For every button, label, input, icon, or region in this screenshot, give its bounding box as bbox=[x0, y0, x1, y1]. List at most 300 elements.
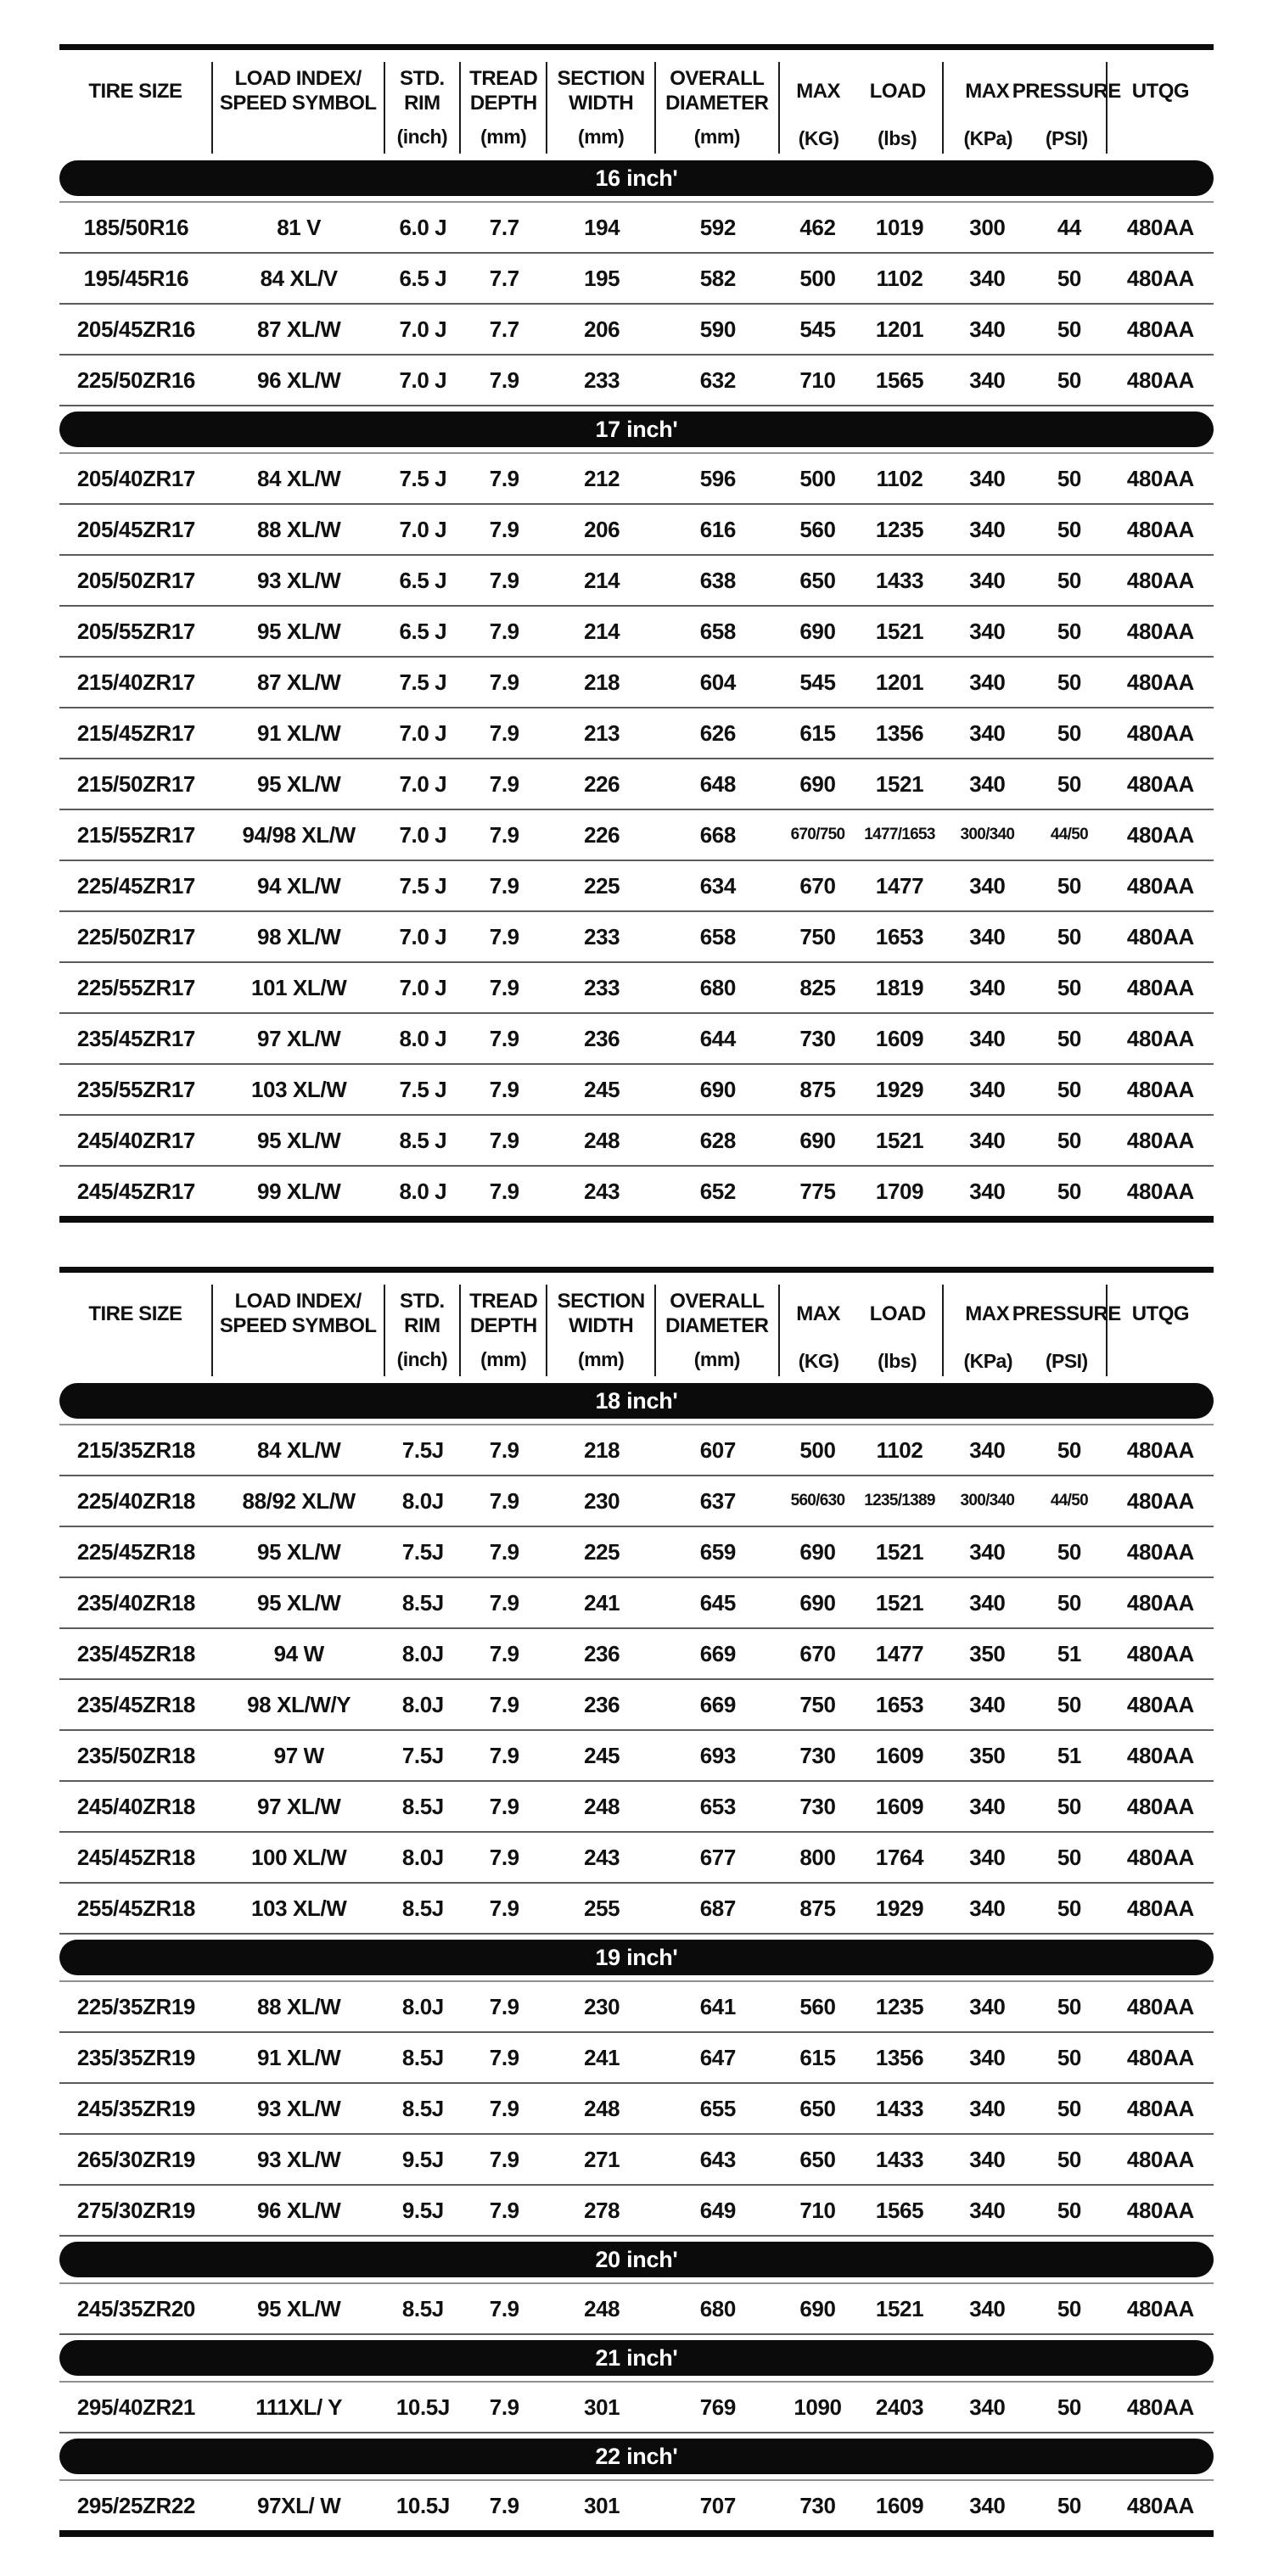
col-unit-std-rim: (inch) bbox=[396, 126, 448, 148]
cell-max-load-kg: 615 bbox=[799, 720, 836, 746]
col-title-load-index-1: LOAD INDEX/ bbox=[234, 1290, 362, 1313]
col-std-rim bbox=[385, 62, 462, 154]
cell-max-load-kg: 800 bbox=[799, 1844, 836, 1870]
cell-tread-depth: 7.9 bbox=[489, 1589, 519, 1616]
cell-section-width: 236 bbox=[584, 1025, 620, 1051]
section-label: 17 inch' bbox=[595, 416, 678, 442]
cell-max-load-kg: 650 bbox=[799, 567, 836, 593]
cell-tire-size: 215/55ZR17 bbox=[76, 821, 195, 848]
rim-size-section-pill bbox=[59, 2242, 1214, 2277]
cell-max-load-lbs: 1477/1653 bbox=[864, 826, 935, 843]
col-unit-max-pressure-psi: (PSI) bbox=[1045, 1350, 1088, 1372]
col-unit-overall-diameter: (mm) bbox=[693, 126, 740, 148]
cell-max-pressure-psi: 50 bbox=[1057, 1538, 1081, 1565]
cell-max-pressure-psi: 50 bbox=[1057, 1589, 1081, 1616]
cell-max-pressure-psi: 50 bbox=[1057, 1076, 1081, 1102]
col-title-section-width-1: SECTION bbox=[557, 67, 645, 91]
cell-section-width: 243 bbox=[584, 1178, 620, 1204]
table-row bbox=[59, 912, 1214, 963]
cell-max-pressure-kpa: 340 bbox=[969, 1076, 1006, 1102]
col-unit-max-load-kg: (KG) bbox=[798, 127, 839, 149]
cell-max-pressure-psi: 50 bbox=[1057, 1178, 1081, 1204]
cell-max-load-kg: 730 bbox=[799, 1793, 836, 1819]
cell-overall-diameter: 769 bbox=[699, 2394, 736, 2420]
cell-tire-size: 235/40ZR18 bbox=[76, 1589, 195, 1616]
cell-load-index-speed: 84 XL/W bbox=[257, 465, 341, 491]
cell-tread-depth: 7.9 bbox=[489, 2197, 519, 2223]
cell-std-rim: 8.5J bbox=[401, 2295, 444, 2321]
cell-tread-depth: 7.9 bbox=[489, 669, 519, 695]
cell-overall-diameter: 707 bbox=[699, 2492, 736, 2518]
cell-max-pressure-kpa: 340 bbox=[969, 1691, 1006, 1717]
cell-tread-depth: 7.9 bbox=[489, 1742, 519, 1768]
cell-max-load-lbs: 1356 bbox=[875, 2044, 924, 2070]
cell-overall-diameter: 647 bbox=[699, 2044, 736, 2070]
cell-tire-size: 235/50ZR18 bbox=[76, 1742, 195, 1768]
col-title-overall-diameter-1: OVERALL bbox=[670, 67, 765, 91]
table-row bbox=[59, 1629, 1214, 1680]
cell-std-rim: 10.5J bbox=[395, 2492, 450, 2518]
cell-max-pressure-kpa: 340 bbox=[969, 2044, 1006, 2070]
cell-overall-diameter: 607 bbox=[699, 1436, 736, 1463]
table-row bbox=[59, 1731, 1214, 1782]
cell-utqg: 480AA bbox=[1126, 2146, 1194, 2172]
cell-section-width: 206 bbox=[584, 516, 620, 542]
cell-tire-size: 245/35ZR20 bbox=[76, 2295, 195, 2321]
col-unit-tread-depth: (mm) bbox=[480, 126, 527, 148]
cell-max-pressure-psi: 50 bbox=[1057, 2146, 1081, 2172]
cell-load-index-speed: 95 XL/W bbox=[257, 618, 341, 644]
section-label: 16 inch' bbox=[595, 165, 678, 191]
cell-max-pressure-kpa: 340 bbox=[969, 2095, 1006, 2121]
cell-max-pressure-kpa: 340 bbox=[969, 567, 1006, 593]
cell-max-pressure-kpa: 340 bbox=[969, 465, 1006, 491]
cell-tread-depth: 7.9 bbox=[489, 367, 519, 393]
col-unit-section-width: (mm) bbox=[578, 1348, 625, 1370]
cell-section-width: 230 bbox=[584, 1993, 620, 2019]
cell-section-width: 225 bbox=[584, 1538, 620, 1565]
cell-max-pressure-kpa: 340 bbox=[969, 2295, 1006, 2321]
col-title-max-load-2: LOAD bbox=[869, 1302, 926, 1325]
cell-max-pressure-kpa: 340 bbox=[969, 1436, 1006, 1463]
table-row bbox=[59, 1578, 1214, 1629]
cell-max-pressure-kpa: 350 bbox=[969, 1742, 1006, 1768]
cell-utqg: 480AA bbox=[1126, 214, 1194, 240]
cell-overall-diameter: 616 bbox=[699, 516, 736, 542]
cell-max-load-kg: 690 bbox=[799, 1589, 836, 1616]
table-row bbox=[59, 1065, 1214, 1116]
cell-max-pressure-psi: 50 bbox=[1057, 1436, 1081, 1463]
cell-load-index-speed: 95 XL/W bbox=[257, 1589, 341, 1616]
cell-std-rim: 7.0 J bbox=[399, 516, 447, 542]
cell-max-pressure-kpa: 340 bbox=[969, 2197, 1006, 2223]
cell-tire-size: 215/50ZR17 bbox=[76, 770, 195, 797]
cell-max-pressure-psi: 50 bbox=[1057, 516, 1081, 542]
cell-max-load-lbs: 1477 bbox=[875, 872, 924, 899]
cell-max-load-lbs: 1235 bbox=[875, 516, 924, 542]
cell-max-load-kg: 560 bbox=[799, 1993, 836, 2019]
table-row bbox=[59, 1982, 1214, 2033]
cell-tread-depth: 7.9 bbox=[489, 2095, 519, 2121]
cell-utqg: 480AA bbox=[1126, 770, 1194, 797]
cell-utqg: 480AA bbox=[1126, 974, 1194, 1000]
col-unit-section-width: (mm) bbox=[578, 126, 625, 148]
cell-max-pressure-psi: 50 bbox=[1057, 1793, 1081, 1819]
cell-overall-diameter: 649 bbox=[699, 2197, 736, 2223]
cell-max-load-kg: 500 bbox=[799, 465, 836, 491]
table-row bbox=[59, 1527, 1214, 1578]
cell-tread-depth: 7.9 bbox=[489, 923, 519, 949]
cell-load-index-speed: 84 XL/V bbox=[260, 265, 338, 291]
cell-max-load-kg: 875 bbox=[799, 1895, 836, 1921]
cell-load-index-speed: 95 XL/W bbox=[257, 770, 341, 797]
col-title-tread-depth-2: DEPTH bbox=[469, 92, 537, 115]
cell-max-load-lbs: 1521 bbox=[875, 2295, 924, 2321]
cell-max-pressure-psi: 44/50 bbox=[1050, 826, 1088, 843]
cell-load-index-speed: 94 W bbox=[273, 1640, 324, 1666]
cell-max-pressure-psi: 50 bbox=[1057, 316, 1081, 342]
cell-utqg: 480AA bbox=[1126, 2394, 1194, 2420]
table-row bbox=[59, 2481, 1214, 2530]
cell-max-load-lbs: 1653 bbox=[875, 1691, 924, 1717]
col-tire-size bbox=[59, 1285, 213, 1376]
cell-tire-size: 245/40ZR17 bbox=[76, 1127, 195, 1153]
cell-max-load-kg: 670 bbox=[799, 872, 836, 899]
col-load-index bbox=[213, 1285, 385, 1376]
cell-max-load-lbs: 1521 bbox=[875, 1127, 924, 1153]
cell-tire-size: 235/55ZR17 bbox=[76, 1076, 195, 1102]
cell-tread-depth: 7.9 bbox=[489, 770, 519, 797]
cell-tire-size: 205/45ZR17 bbox=[76, 516, 195, 542]
cell-load-index-speed: 84 XL/W bbox=[257, 1436, 341, 1463]
col-title-max-load-1: MAX bbox=[796, 1302, 841, 1325]
col-title-std-rim-2: RIM bbox=[404, 1314, 440, 1337]
cell-max-pressure-psi: 50 bbox=[1057, 669, 1081, 695]
cell-section-width: 301 bbox=[584, 2492, 620, 2518]
cell-std-rim: 7.0 J bbox=[399, 974, 447, 1000]
cell-max-load-lbs: 1521 bbox=[875, 618, 924, 644]
cell-tread-depth: 7.9 bbox=[489, 1640, 519, 1666]
cell-tire-size: 205/50ZR17 bbox=[76, 567, 195, 593]
cell-section-width: 213 bbox=[584, 720, 620, 746]
cell-utqg: 480AA bbox=[1126, 2492, 1194, 2518]
rim-size-section-pill bbox=[59, 2340, 1214, 2376]
cell-overall-diameter: 644 bbox=[699, 1025, 736, 1051]
cell-max-load-lbs: 1565 bbox=[875, 367, 924, 393]
cell-load-index-speed: 95 XL/W bbox=[257, 1127, 341, 1153]
cell-tread-depth: 7.7 bbox=[489, 265, 519, 291]
cell-utqg: 480AA bbox=[1126, 1742, 1194, 1768]
cell-max-pressure-kpa: 340 bbox=[969, 923, 1006, 949]
cell-std-rim: 8.0J bbox=[401, 1844, 444, 1870]
cell-max-load-kg: 545 bbox=[799, 316, 836, 342]
col-title-max-load-1: MAX bbox=[796, 79, 841, 103]
cell-max-load-lbs: 1102 bbox=[876, 1436, 923, 1463]
cell-max-pressure-psi: 50 bbox=[1057, 1691, 1081, 1717]
cell-max-load-kg: 615 bbox=[799, 2044, 836, 2070]
col-max-load bbox=[780, 62, 944, 154]
cell-section-width: 248 bbox=[584, 2295, 620, 2321]
table-row bbox=[59, 1680, 1214, 1731]
cell-tread-depth: 7.9 bbox=[489, 1993, 519, 2019]
cell-load-index-speed: 96 XL/W bbox=[257, 2197, 341, 2223]
section-label: 18 inch' bbox=[595, 1387, 678, 1414]
cell-section-width: 241 bbox=[584, 1589, 620, 1616]
cell-max-load-lbs: 1521 bbox=[875, 1538, 924, 1565]
cell-load-index-speed: 98 XL/W/Y bbox=[247, 1691, 351, 1717]
cell-overall-diameter: 693 bbox=[699, 1742, 736, 1768]
cell-max-load-kg: 690 bbox=[799, 1127, 836, 1153]
section-label: 22 inch' bbox=[595, 2443, 678, 2469]
cell-section-width: 214 bbox=[584, 618, 620, 644]
cell-overall-diameter: 687 bbox=[699, 1895, 736, 1921]
cell-max-load-lbs: 1609 bbox=[875, 2492, 924, 2518]
cell-max-pressure-kpa: 300 bbox=[969, 214, 1006, 240]
cell-load-index-speed: 87 XL/W bbox=[257, 669, 341, 695]
col-title-section-width-2: WIDTH bbox=[569, 1314, 634, 1337]
col-title-max-pressure-2: PRESSURE bbox=[1012, 79, 1121, 103]
col-title-overall-diameter-2: DIAMETER bbox=[665, 92, 769, 115]
cell-max-pressure-kpa: 340 bbox=[969, 1793, 1006, 1819]
table-row bbox=[59, 1833, 1214, 1884]
table-row bbox=[59, 2135, 1214, 2186]
cell-overall-diameter: 669 bbox=[699, 1640, 736, 1666]
cell-std-rim: 8.5 J bbox=[399, 1127, 447, 1153]
cell-std-rim: 8.0J bbox=[401, 1993, 444, 2019]
col-utqg bbox=[1108, 1285, 1214, 1376]
cell-max-pressure-kpa: 340 bbox=[969, 618, 1006, 644]
table-row bbox=[59, 203, 1214, 254]
cell-max-load-lbs: 1609 bbox=[875, 1742, 924, 1768]
cell-max-load-kg: 670/750 bbox=[790, 826, 845, 843]
col-title-load-index-2: SPEED SYMBOL bbox=[219, 92, 377, 115]
cell-load-index-speed: 97 W bbox=[273, 1742, 324, 1768]
cell-tread-depth: 7.9 bbox=[489, 1436, 519, 1463]
cell-max-load-kg: 730 bbox=[799, 1742, 836, 1768]
table-row bbox=[59, 1014, 1214, 1065]
cell-tire-size: 205/55ZR17 bbox=[76, 618, 195, 644]
cell-tread-depth: 7.9 bbox=[489, 720, 519, 746]
cell-max-load-lbs: 1235 bbox=[875, 1993, 924, 2019]
cell-std-rim: 8.0J bbox=[401, 1691, 444, 1717]
cell-tread-depth: 7.7 bbox=[489, 316, 519, 342]
rim-size-section-row bbox=[59, 155, 1214, 203]
table-row bbox=[59, 1425, 1214, 1476]
cell-max-load-lbs: 1609 bbox=[875, 1793, 924, 1819]
cell-section-width: 194 bbox=[584, 214, 620, 240]
cell-overall-diameter: 641 bbox=[699, 1993, 736, 2019]
col-std-rim bbox=[385, 1285, 462, 1376]
cell-max-load-kg: 710 bbox=[799, 2197, 836, 2223]
section-label: 21 inch' bbox=[595, 2344, 678, 2371]
cell-section-width: 248 bbox=[584, 1127, 620, 1153]
cell-max-pressure-psi: 50 bbox=[1057, 2044, 1081, 2070]
section-label: 19 inch' bbox=[595, 1944, 678, 1970]
cell-section-width: 195 bbox=[584, 265, 620, 291]
table-body bbox=[59, 155, 1214, 1216]
rim-size-section-row bbox=[59, 1935, 1214, 1982]
cell-load-index-speed: 103 XL/W bbox=[250, 1076, 347, 1102]
cell-load-index-speed: 94 XL/W bbox=[257, 872, 341, 899]
table-row bbox=[59, 810, 1214, 861]
cell-section-width: 233 bbox=[584, 974, 620, 1000]
cell-tire-size: 235/35ZR19 bbox=[76, 2044, 195, 2070]
cell-tire-size: 235/45ZR17 bbox=[76, 1025, 195, 1051]
cell-tread-depth: 7.9 bbox=[489, 2394, 519, 2420]
col-title-tire-size: TIRE SIZE bbox=[88, 79, 182, 103]
cell-max-pressure-psi: 50 bbox=[1057, 2197, 1081, 2223]
table-body bbox=[59, 1378, 1214, 2530]
cell-overall-diameter: 604 bbox=[699, 669, 736, 695]
col-max-pressure bbox=[944, 1285, 1121, 1376]
cell-load-index-speed: 87 XL/W bbox=[257, 316, 341, 342]
cell-tread-depth: 7.7 bbox=[489, 214, 519, 240]
cell-section-width: 206 bbox=[584, 316, 620, 342]
cell-tread-depth: 7.9 bbox=[489, 1487, 519, 1514]
cell-load-index-speed: 97XL/ W bbox=[257, 2492, 341, 2518]
cell-load-index-speed: 101 XL/W bbox=[250, 974, 347, 1000]
col-unit-max-pressure-psi: (PSI) bbox=[1045, 127, 1088, 149]
col-title-std-rim-2: RIM bbox=[404, 92, 440, 115]
cell-overall-diameter: 680 bbox=[699, 974, 736, 1000]
cell-std-rim: 7.5 J bbox=[399, 465, 447, 491]
table-row bbox=[59, 556, 1214, 607]
cell-section-width: 225 bbox=[584, 872, 620, 899]
col-title-std-rim-1: STD. bbox=[400, 1290, 445, 1313]
cell-load-index-speed: 100 XL/W bbox=[250, 1844, 347, 1870]
cell-tire-size: 215/40ZR17 bbox=[76, 669, 195, 695]
col-unit-overall-diameter: (mm) bbox=[693, 1348, 740, 1370]
cell-tread-depth: 7.9 bbox=[489, 516, 519, 542]
cell-max-pressure-kpa: 340 bbox=[969, 1538, 1006, 1565]
cell-load-index-speed: 91 XL/W bbox=[257, 720, 341, 746]
cell-overall-diameter: 680 bbox=[699, 2295, 736, 2321]
cell-max-pressure-kpa: 340 bbox=[969, 1895, 1006, 1921]
col-title-tread-depth-2: DEPTH bbox=[469, 1314, 537, 1337]
cell-max-pressure-kpa: 340 bbox=[969, 1025, 1006, 1051]
cell-tire-size: 295/40ZR21 bbox=[76, 2394, 195, 2420]
cell-max-load-kg: 560 bbox=[799, 516, 836, 542]
cell-max-pressure-kpa: 340 bbox=[969, 1844, 1006, 1870]
table-row bbox=[59, 356, 1214, 406]
col-title-section-width-2: WIDTH bbox=[569, 92, 634, 115]
cell-section-width: 278 bbox=[584, 2197, 620, 2223]
cell-utqg: 480AA bbox=[1126, 1487, 1194, 1514]
cell-std-rim: 6.5 J bbox=[399, 265, 447, 291]
cell-tread-depth: 7.9 bbox=[489, 1538, 519, 1565]
cell-utqg: 480AA bbox=[1126, 1844, 1194, 1870]
table-row bbox=[59, 454, 1214, 505]
cell-utqg: 480AA bbox=[1126, 2044, 1194, 2070]
cell-max-load-lbs: 1764 bbox=[875, 1844, 924, 1870]
cell-max-pressure-kpa: 340 bbox=[969, 2394, 1006, 2420]
cell-max-load-lbs: 1235/1389 bbox=[864, 1492, 935, 1509]
cell-max-pressure-psi: 50 bbox=[1057, 1844, 1081, 1870]
cell-max-load-lbs: 1102 bbox=[876, 265, 923, 291]
cell-tire-size: 245/45ZR18 bbox=[76, 1844, 195, 1870]
cell-std-rim: 8.0 J bbox=[399, 1025, 447, 1051]
cell-utqg: 480AA bbox=[1126, 1691, 1194, 1717]
cell-max-load-lbs: 1356 bbox=[875, 720, 924, 746]
cell-utqg: 480AA bbox=[1126, 1025, 1194, 1051]
cell-tire-size: 235/45ZR18 bbox=[76, 1640, 195, 1666]
cell-tire-size: 245/35ZR19 bbox=[76, 2095, 195, 2121]
cell-tread-depth: 7.9 bbox=[489, 618, 519, 644]
cell-std-rim: 7.0 J bbox=[399, 770, 447, 797]
cell-max-pressure-kpa: 340 bbox=[969, 1178, 1006, 1204]
col-unit-max-pressure-kpa: (KPa) bbox=[963, 1350, 1012, 1372]
cell-tread-depth: 7.9 bbox=[489, 1076, 519, 1102]
cell-tire-size: 225/40ZR18 bbox=[76, 1487, 195, 1514]
col-title-tire-size: TIRE SIZE bbox=[88, 1302, 182, 1325]
cell-tread-depth: 7.9 bbox=[489, 1793, 519, 1819]
cell-max-pressure-kpa: 340 bbox=[969, 669, 1006, 695]
cell-load-index-speed: 103 XL/W bbox=[250, 1895, 347, 1921]
rim-size-section-row bbox=[59, 1378, 1214, 1425]
cell-std-rim: 8.5J bbox=[401, 1793, 444, 1819]
cell-std-rim: 9.5J bbox=[401, 2197, 444, 2223]
cell-max-load-kg: 560/630 bbox=[790, 1492, 845, 1509]
rim-size-section-pill bbox=[59, 160, 1214, 196]
cell-max-pressure-kpa: 340 bbox=[969, 2492, 1006, 2518]
cell-std-rim: 7.5 J bbox=[399, 669, 447, 695]
cell-max-pressure-kpa: 340 bbox=[969, 1993, 1006, 2019]
cell-overall-diameter: 626 bbox=[699, 720, 736, 746]
table-row bbox=[59, 1116, 1214, 1167]
cell-max-pressure-kpa: 340 bbox=[969, 516, 1006, 542]
cell-std-rim: 7.5 J bbox=[399, 872, 447, 899]
col-title-overall-diameter-1: OVERALL bbox=[670, 1290, 765, 1313]
cell-utqg: 480AA bbox=[1126, 316, 1194, 342]
rim-size-section-pill bbox=[59, 1383, 1214, 1419]
cell-std-rim: 7.5J bbox=[401, 1538, 444, 1565]
cell-max-load-kg: 1090 bbox=[794, 2394, 842, 2420]
col-title-load-index-2: SPEED SYMBOL bbox=[219, 1314, 377, 1337]
cell-tread-depth: 7.9 bbox=[489, 1691, 519, 1717]
cell-utqg: 480AA bbox=[1126, 669, 1194, 695]
cell-tire-size: 215/35ZR18 bbox=[76, 1436, 195, 1463]
cell-load-index-speed: 94/98 XL/W bbox=[242, 821, 356, 848]
col-overall-diameter bbox=[656, 1285, 780, 1376]
cell-overall-diameter: 592 bbox=[699, 214, 736, 240]
cell-section-width: 218 bbox=[584, 669, 620, 695]
cell-overall-diameter: 677 bbox=[699, 1844, 736, 1870]
cell-max-pressure-kpa: 340 bbox=[969, 2146, 1006, 2172]
cell-load-index-speed: 93 XL/W bbox=[257, 2146, 341, 2172]
cell-section-width: 248 bbox=[584, 2095, 620, 2121]
cell-max-pressure-kpa: 340 bbox=[969, 367, 1006, 393]
cell-tread-depth: 7.9 bbox=[489, 821, 519, 848]
cell-utqg: 480AA bbox=[1126, 465, 1194, 491]
cell-std-rim: 8.0J bbox=[401, 1640, 444, 1666]
cell-max-load-kg: 650 bbox=[799, 2146, 836, 2172]
cell-tire-size: 245/45ZR17 bbox=[76, 1178, 195, 1204]
rim-size-section-pill bbox=[59, 1940, 1214, 1975]
cell-std-rim: 7.5J bbox=[401, 1742, 444, 1768]
cell-max-pressure-kpa: 340 bbox=[969, 265, 1006, 291]
cell-max-pressure-kpa: 300/340 bbox=[960, 826, 1015, 843]
cell-utqg: 480AA bbox=[1126, 516, 1194, 542]
cell-section-width: 245 bbox=[584, 1076, 620, 1102]
cell-section-width: 212 bbox=[584, 465, 620, 491]
cell-std-rim: 8.0J bbox=[401, 1487, 444, 1514]
cell-section-width: 233 bbox=[584, 367, 620, 393]
col-title-max-pressure-1: MAX bbox=[965, 1302, 1010, 1325]
col-unit-std-rim: (inch) bbox=[396, 1348, 448, 1370]
cell-section-width: 243 bbox=[584, 1844, 620, 1870]
cell-max-pressure-psi: 44 bbox=[1057, 214, 1081, 240]
col-title-std-rim-1: STD. bbox=[400, 67, 445, 91]
